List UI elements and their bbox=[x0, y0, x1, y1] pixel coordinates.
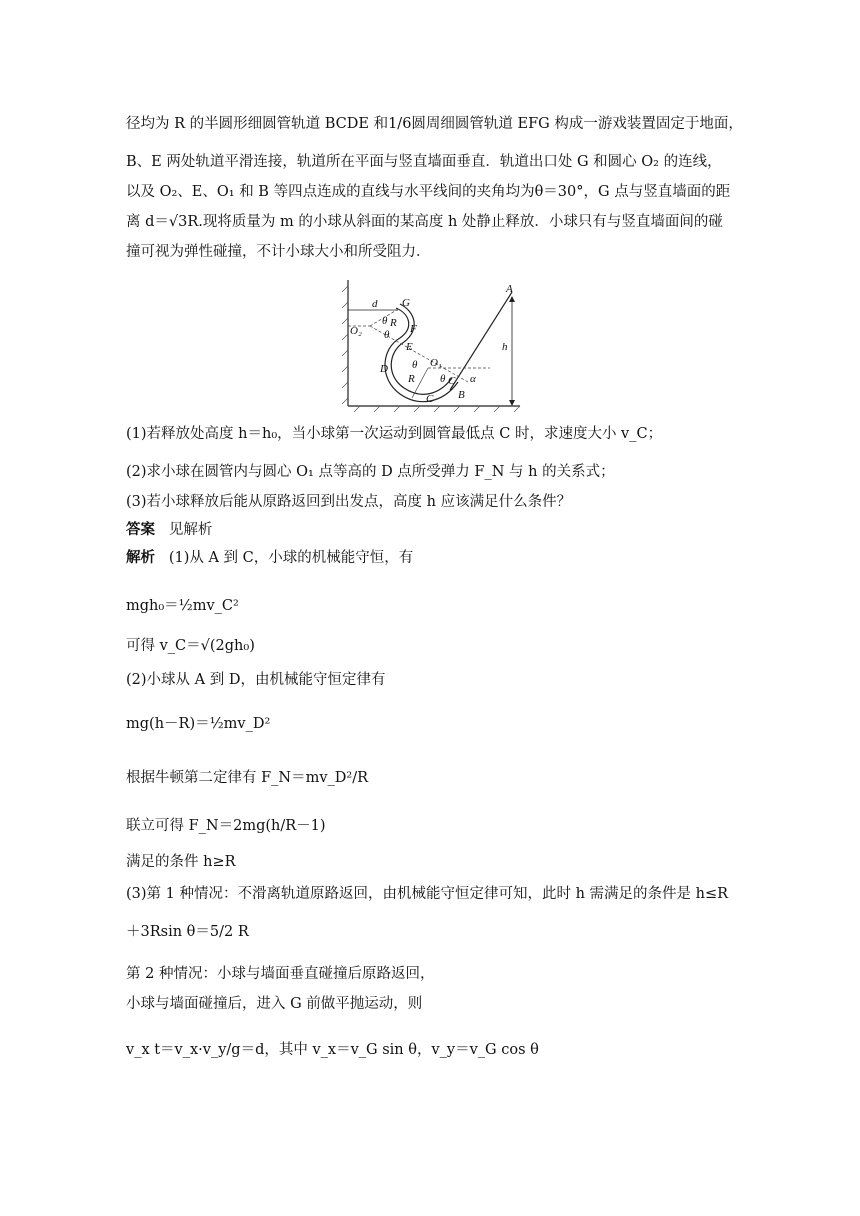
solution-line-1 bbox=[126, 548, 413, 568]
ground-hatch bbox=[354, 406, 520, 412]
label-h: h bbox=[502, 341, 508, 353]
label-D: D bbox=[380, 363, 388, 375]
question-3: (3)若小球释放后能从原路返回到出发点，高度 h 应该满足什么条件？ bbox=[126, 494, 572, 510]
answer-line bbox=[126, 520, 212, 540]
solution-label: 解析 bbox=[126, 549, 155, 566]
solution-step-8: 满足的条件 h≥R bbox=[126, 854, 236, 870]
label-theta-mid: θ bbox=[412, 359, 418, 371]
solution-step-7: 联立可得 F_N＝2mg(h/R－1) bbox=[126, 818, 326, 834]
problem-line-3: 以及 O₂、E、O₁ 和 B 等四点连成的直线与水平线间的夹角均为θ＝30°，G 点与竖直墙面的距 bbox=[126, 184, 731, 200]
label-B: B bbox=[458, 389, 465, 401]
label-C: C bbox=[426, 393, 434, 405]
solution-step-10: ＋3Rsin θ＝5/2 R bbox=[126, 924, 249, 940]
label-theta-top-2: θ bbox=[384, 329, 390, 341]
solution-step-1: (1)从 A 到 C，小球的机械能守恒，有 bbox=[168, 550, 414, 566]
label-F: F bbox=[410, 323, 417, 335]
question-1: (1)若释放处高度 h＝h₀，当小球第一次运动到圆管最低点 C 时，求速度大小 v_C； bbox=[126, 426, 663, 442]
label-C-small: C bbox=[448, 375, 456, 387]
solution-step-9: (3)第 1 种情况：不滑离轨道原路返回，由机械能守恒定律可知，此时 h 需满足的条件是 h≤R bbox=[126, 886, 729, 902]
label-d: d bbox=[372, 298, 378, 310]
solution-step-2: mgh₀＝½mv_C² bbox=[126, 598, 239, 614]
track-outer bbox=[385, 338, 458, 402]
solution-step-13: v_x t＝v_x·v_y/g＝d，其中 v_x＝v_G sin θ，v_y＝v_G cos θ bbox=[126, 1042, 539, 1058]
label-R-top: R bbox=[390, 317, 397, 329]
label-R-mid: R bbox=[408, 373, 415, 385]
solution-step-4: (2)小球从 A 到 D，由机械能守恒定律有 bbox=[126, 672, 386, 688]
track-upper-outer bbox=[396, 308, 409, 338]
label-O1: O₁ bbox=[430, 357, 442, 369]
problem-line-2: B、E 两处轨道平滑连接，轨道所在平面与竖直墙面垂直．轨道出口处 G 和圆心 O₂ 的连线， bbox=[126, 154, 722, 170]
solution-step-11: 第 2 种情况：小球与墙面垂直碰撞后原路返回， bbox=[126, 966, 435, 982]
label-G: G bbox=[402, 297, 410, 309]
solution-step-6: 根据牛顿第二定律有 F_N＝mv_D²/R bbox=[126, 770, 369, 786]
track-inner bbox=[391, 342, 452, 394]
question-2: (2)求小球在圆管内与圆心 O₁ 点等高的 D 点所受弹力 F_N 与 h 的关系式； bbox=[126, 464, 615, 480]
label-E: E bbox=[406, 341, 413, 353]
problem-line-1: 径均为 R 的半圆形细圆管轨道 BCDE 和1/6圆周细圆管轨道 EFG 构成一游戏装置固定于地面， bbox=[126, 116, 743, 132]
solution-step-12: 小球与墙面碰撞后，进入 G 前做平抛运动，则 bbox=[126, 996, 423, 1012]
label-theta-top: θ bbox=[382, 315, 388, 327]
wall-hatch bbox=[342, 286, 348, 404]
track-diagram bbox=[340, 278, 530, 413]
solution-step-5: mg(h－R)＝½mv_D² bbox=[126, 716, 271, 732]
label-theta-low: θ bbox=[440, 373, 446, 385]
answer-label: 答案 bbox=[126, 521, 155, 538]
problem-line-5: 撞可视为弹性碰撞，不计小球大小和所受阻力． bbox=[126, 244, 431, 260]
label-O2: O₂ bbox=[350, 325, 362, 337]
problem-line-4: 离 d＝√3R.现将质量为 m 的小球从斜面的某高度 h 处静止释放．小球只有与竖直墙面间的碰 bbox=[126, 214, 723, 230]
label-A: A bbox=[506, 283, 513, 295]
answer-text: 见解析 bbox=[168, 522, 213, 538]
solution-step-3: 可得 v_C＝√(2gh₀) bbox=[126, 638, 255, 654]
label-alpha: α bbox=[470, 373, 476, 385]
